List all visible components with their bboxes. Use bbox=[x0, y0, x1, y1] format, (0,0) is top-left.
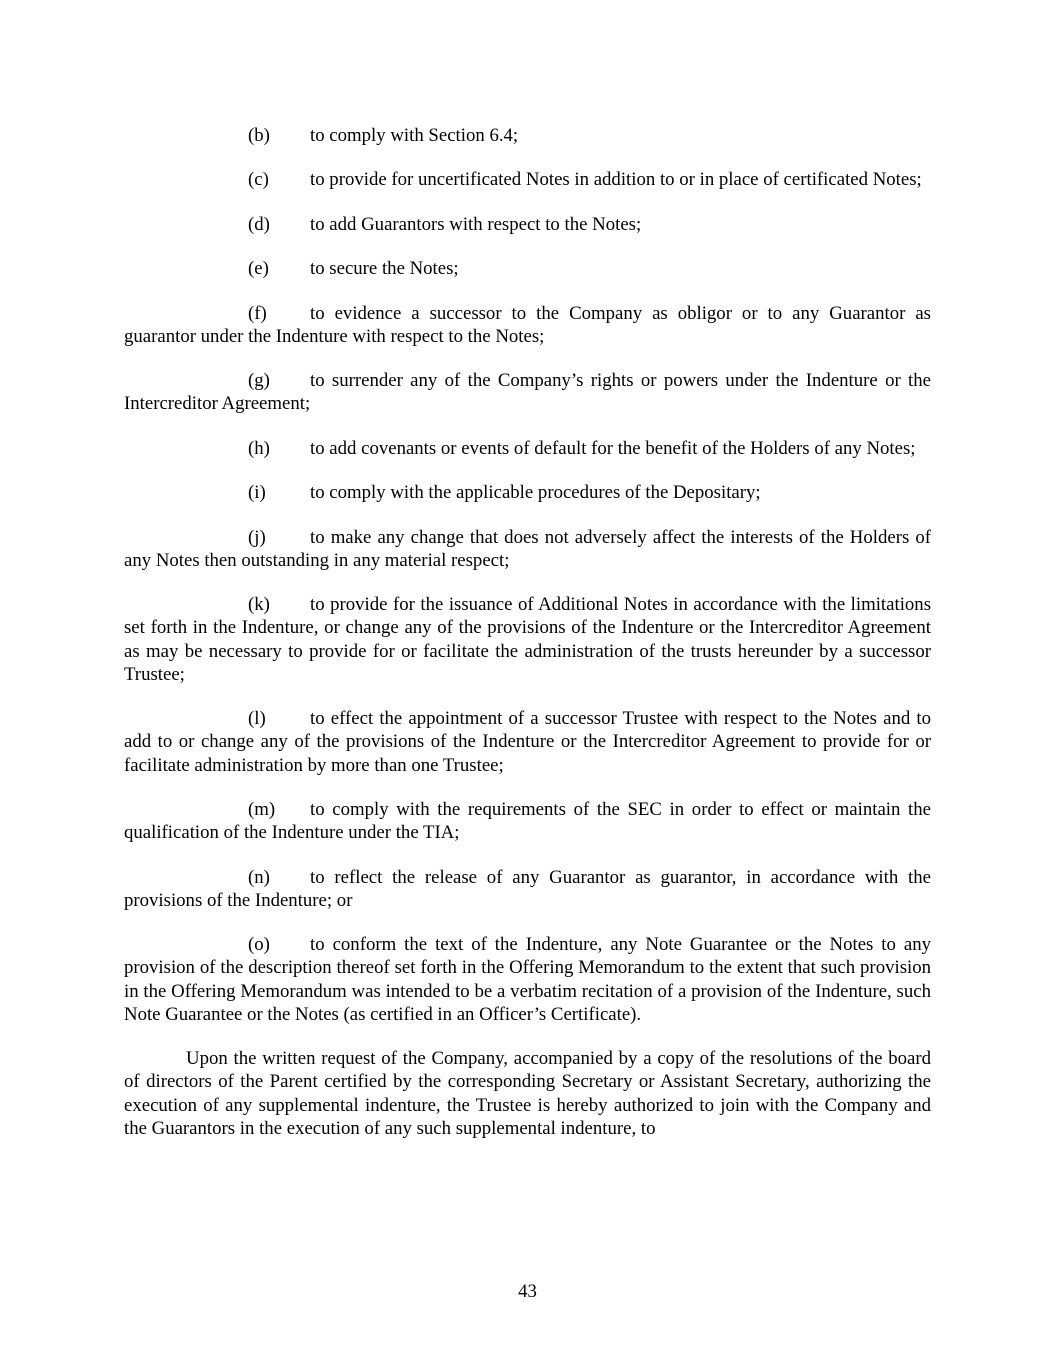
item-label: (g) bbox=[248, 370, 270, 392]
item-text: to add covenants or events of default for the benefit of the Holders of any Notes; bbox=[310, 437, 916, 459]
item-text: to conform the text of the Indenture, any Note Guarantee or the Notes to any provision of the description thereof set forth in the Offering Memorandum to the extent that such provision in the Offering Memorandum was intended to be a verbatim recitation of a provision of the Indenture, such Note Guarantee or the Notes (as certified in an Officer’s Certificate). bbox=[124, 934, 931, 1025]
item-label: (i) bbox=[248, 482, 266, 504]
closing-paragraph: Upon the written request of the Company, accompanied by a copy of the resolutions of the board of directors of the Parent certified by the corresponding Secretary or Assistant Secretary, authorizing the execution of any supplemental indenture, the Trustee is hereby authorized to join with the Company and the Guarantors in the execution of any such supplemental indenture, to bbox=[124, 1048, 931, 1139]
item-label: (f) bbox=[248, 302, 267, 324]
item-label: (c) bbox=[248, 169, 269, 191]
item-text: to provide for the issuance of Additional Notes in accordance with the limitations set forth in the Indenture, or change any of the provisions of the Indenture or the Intercreditor Agreement as may be necessary to provide for or facilitate the administration of the trusts hereunder by a successor Trustee; bbox=[124, 594, 931, 685]
document-page bbox=[124, 124, 931, 1161]
item-text: to make any change that does not adversely affect the interests of the Holders of any Notes then outstanding in any material respect; bbox=[124, 526, 931, 571]
item-text: to surrender any of the Company’s rights or powers under the Indenture or the Intercreditor Agreement; bbox=[124, 370, 931, 415]
item-label: (o) bbox=[248, 934, 270, 956]
item-label: (j) bbox=[248, 526, 266, 548]
list-item-j bbox=[124, 526, 931, 572]
item-label: (b) bbox=[248, 125, 270, 146]
item-text: to add Guarantors with respect to the Notes; bbox=[310, 213, 642, 235]
item-label: (m) bbox=[248, 798, 276, 820]
list-item-l bbox=[124, 707, 931, 777]
item-text: to evidence a successor to the Company as obligor or to any Guarantor as guarantor under the Indenture with respect to the Notes; bbox=[124, 302, 931, 347]
list-item-c bbox=[124, 168, 931, 191]
list-item-i bbox=[124, 481, 931, 504]
item-text: to comply with the requirements of the SEC in order to effect or maintain the qualification of the Indenture under the TIA; bbox=[124, 798, 931, 844]
item-text: to provide for uncertificated Notes in addition to or in place of certificated Notes; bbox=[310, 169, 922, 191]
item-label: (e) bbox=[248, 258, 269, 280]
item-text: to effect the appointment of a successor Trustee with respect to the Notes and to add to or change any of the provisions of the Indenture or the Intercreditor Agreement to provide for or facilitate administration by more than one Trustee; bbox=[124, 708, 931, 776]
list-item-k bbox=[124, 593, 931, 686]
item-label: (n) bbox=[248, 866, 270, 888]
item-label: (h) bbox=[248, 437, 270, 459]
list-item-f bbox=[124, 302, 931, 348]
list-item-o bbox=[124, 933, 931, 1026]
list-item-e bbox=[124, 257, 931, 280]
list-item-m bbox=[124, 798, 931, 844]
item-label: (k) bbox=[248, 594, 270, 616]
item-label: (l) bbox=[248, 708, 266, 730]
list-item-d bbox=[124, 213, 931, 236]
list-item-n bbox=[124, 866, 931, 912]
list-item-h bbox=[124, 437, 931, 460]
page-number: 43 bbox=[518, 1281, 537, 1302]
item-text: to reflect the release of any Guarantor as guarantor, in accordance with the provisions of the Indenture; or bbox=[124, 866, 931, 911]
item-text: to comply with the applicable procedures of the Depositary; bbox=[310, 482, 761, 504]
list-item-b bbox=[124, 124, 931, 147]
item-label: (d) bbox=[248, 213, 270, 235]
list-item-g bbox=[124, 369, 931, 415]
item-text: to comply with Section 6.4; bbox=[310, 125, 519, 146]
item-text: to secure the Notes; bbox=[310, 258, 459, 280]
